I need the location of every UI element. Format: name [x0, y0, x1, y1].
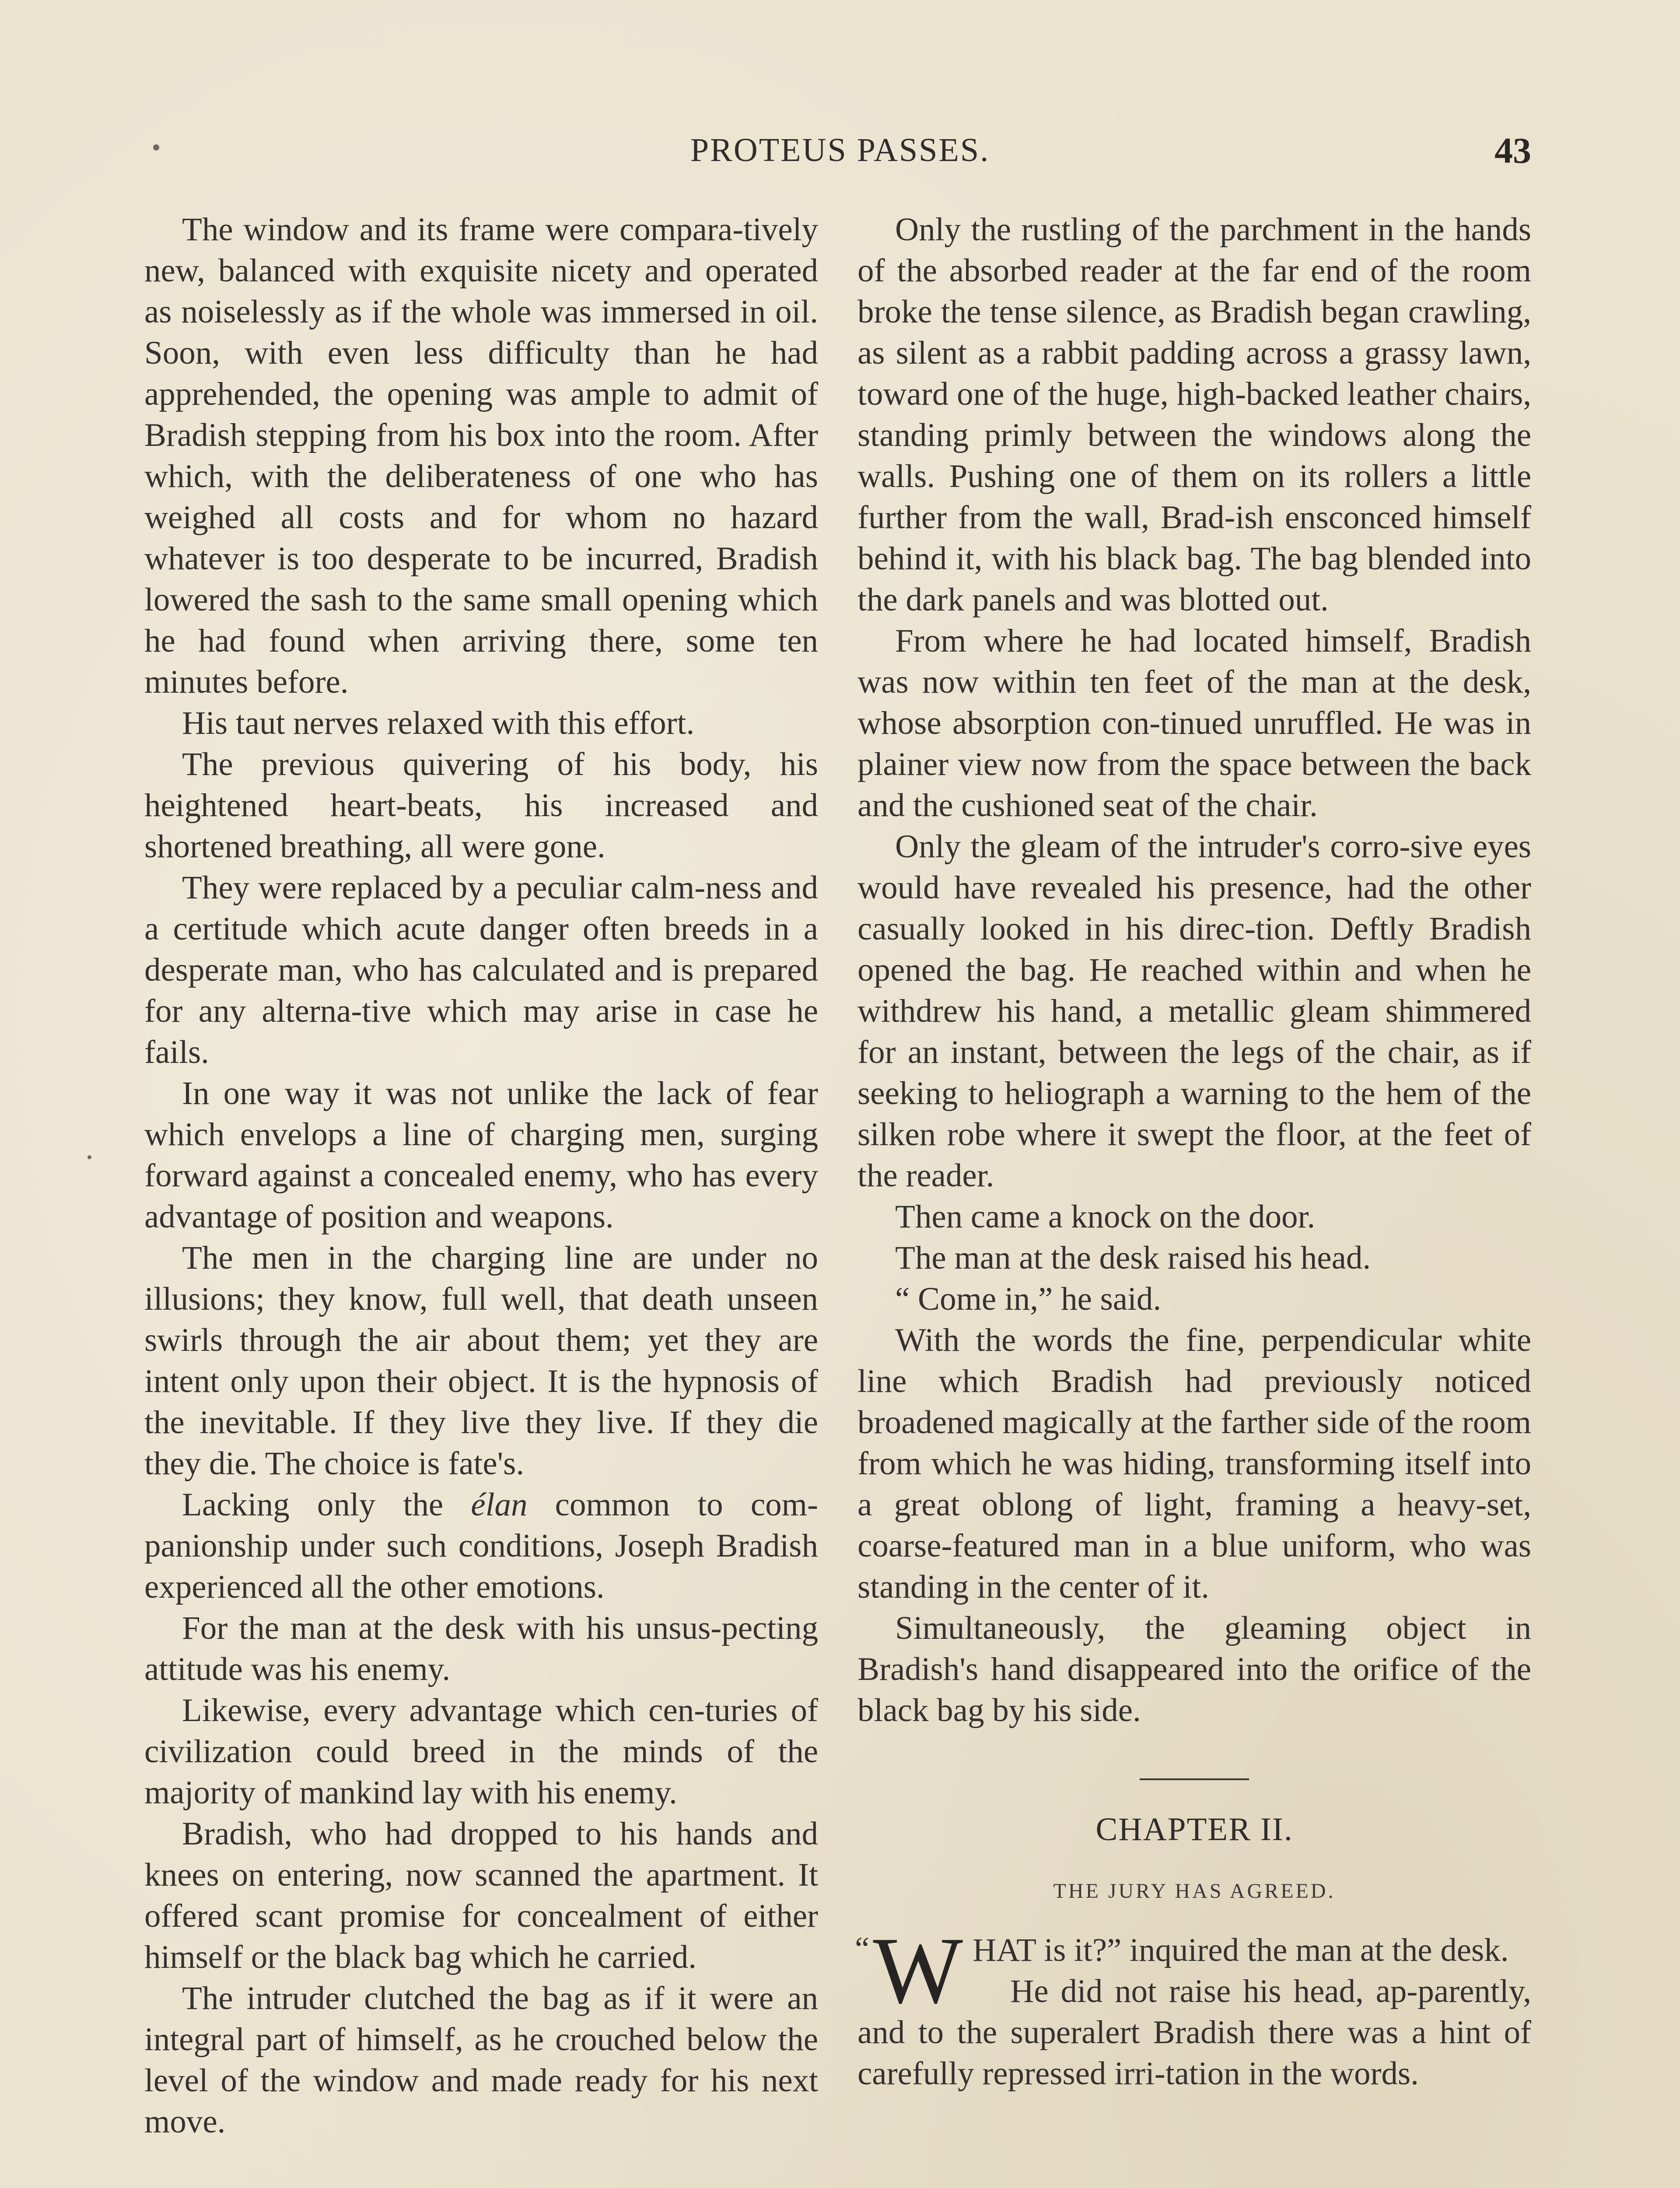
paragraph: With the words the fine, perpendicular white line which Bradish had previously noticed broadened magically at the farther side of the room from which he was hiding, transforming itself into a great oblong of light, framing a heavy-set, coarse-featured man in a blue uniform, who was standing in the center of it. — [858, 1322, 1531, 1605]
paragraph: Likewise, every advantage which cen-turies of civilization could breed in the minds of the majority of mankind lay with his enemy. — [144, 1692, 818, 1811]
page-number: 43 — [1494, 130, 1531, 171]
paragraph-elan — [144, 1484, 818, 1608]
paragraph: He did not raise his head, ap-parently, and to the superalert Bradish there was a hint of carefully repressed irri-tation in the words. — [858, 1973, 1531, 2092]
chapter-title: CHAPTER II. — [1096, 1811, 1293, 1848]
paragraph: Only the gleam of the intruder's corro-sive eyes would have revealed his presence, had the other casually looked in his direc-tion. Deftly Bradish opened the bag. He reached within and when he withdrew his hand, a metallic gleam shimmered for an instant, between the legs of the chair, as if seeking to heliograph a warning to the hem of the silken robe where it swept the floor, at the feet of the reader. — [858, 828, 1531, 1194]
paragraph: Bradish, who had dropped to his hands and knees on entering, now scanned the apartment. It offered scant promise for concealment of either himself or the black bag which he carried. — [144, 1816, 818, 1975]
paragraph: “ Come in,” he said. — [895, 1281, 1162, 1317]
page-header — [149, 131, 1531, 184]
running-head: PROTEUS PASSES. — [690, 132, 990, 168]
paragraph: For the man at the desk with his unsus-pecting attitude was his enemy. — [144, 1610, 818, 1687]
paragraph: Then came a knock on the door. — [895, 1199, 1316, 1235]
chapter-opening-paragraph — [855, 1918, 1531, 2023]
paragraph: Simultaneously, the gleaming object in Bradish's hand disappeared into the orifice of the black bag by his side. — [858, 1610, 1531, 1729]
paragraph: The intruder clutched the bag as if it were an integral part of himself, as he crouched below the level of the window and made ready for his next move. — [144, 1980, 818, 2140]
elan-after: common to com-panionship under such conditions, Joseph Bradish experienced all the other emotions. — [144, 1487, 818, 1605]
print-speck — [88, 1155, 91, 1159]
print-speck — [153, 144, 159, 151]
drop-cap-quote: “ — [855, 1931, 870, 1967]
paragraph: They were replaced by a peculiar calm-ness and a certitude which acute danger often breeds in a desperate man, who has calculated and is prepared for any alterna-tive which may arise in case he fails. — [144, 870, 818, 1070]
paragraph: From where he had located himself, Bradish was now within ten feet of the man at the desk, whose absorption con-tinued unruffled. He was in plainer view now from the space between the back and the cushioned seat of the chair. — [858, 623, 1531, 824]
elan-before: Lacking only the — [182, 1487, 471, 1523]
paragraph: The men in the charging line are under no illusions; they know, full well, that death unseen swirls through the air about them; yet they are intent only upon their object. It is the hypnosis of the inevitable. If they live they live. If they die they die. The choice is fate's. — [144, 1240, 818, 1482]
paragraph: Only the rustling of the parchment in the hands of the absorbed reader at the far end of the room broke the tense silence, as Bradish began crawling, as silent as a rabbit padding across a grassy lawn, toward one of the huge, high-backed leather chairs, standing primly between the windows along the walls. Pushing one of them on its rollers a little further from the wall, Brad-ish ensconced himself behind it, with his black bag. The bag blended into the dark panels and was blotted out. — [858, 211, 1531, 618]
paragraph: The previous quivering of his body, his heightened heart-beats, his increased and shortened breathing, all were gone. — [144, 746, 818, 865]
left-column — [144, 209, 818, 2142]
drop-cap — [855, 1918, 963, 2023]
elan-italic: élan — [471, 1487, 528, 1523]
drop-cap-letter: W — [873, 1918, 963, 2023]
right-column — [855, 209, 1531, 2094]
section-divider — [1140, 1778, 1249, 1780]
chapter-subtitle: THE JURY HAS AGREED. — [1053, 1879, 1336, 1903]
paragraph: In one way it was not unlike the lack of fear which envelops a line of charging men, surging forward against a concealed enemy, who has every advantage of position and weapons. — [144, 1075, 818, 1235]
paragraph: The window and its frame were compara-tively new, balanced with exquisite nicety and operated as noiselessly as if the whole was immersed in oil. Soon, with even less difficulty than he had apprehended, the opening was ample to admit of Bradish stepping from his box into the room. After which, with the deliberateness of one who has weighed all costs and for whom no hazard whatever is too desperate to be incurred, Bradish lowered the sash to the same small opening which he had found when arriving there, some ten minutes before. — [144, 211, 818, 700]
paragraph: His taut nerves relaxed with this effort. — [182, 705, 695, 741]
paragraph: The man at the desk raised his head. — [895, 1240, 1371, 1276]
opening-text: HAT is it?” inquired the man at the desk. — [973, 1932, 1509, 1968]
